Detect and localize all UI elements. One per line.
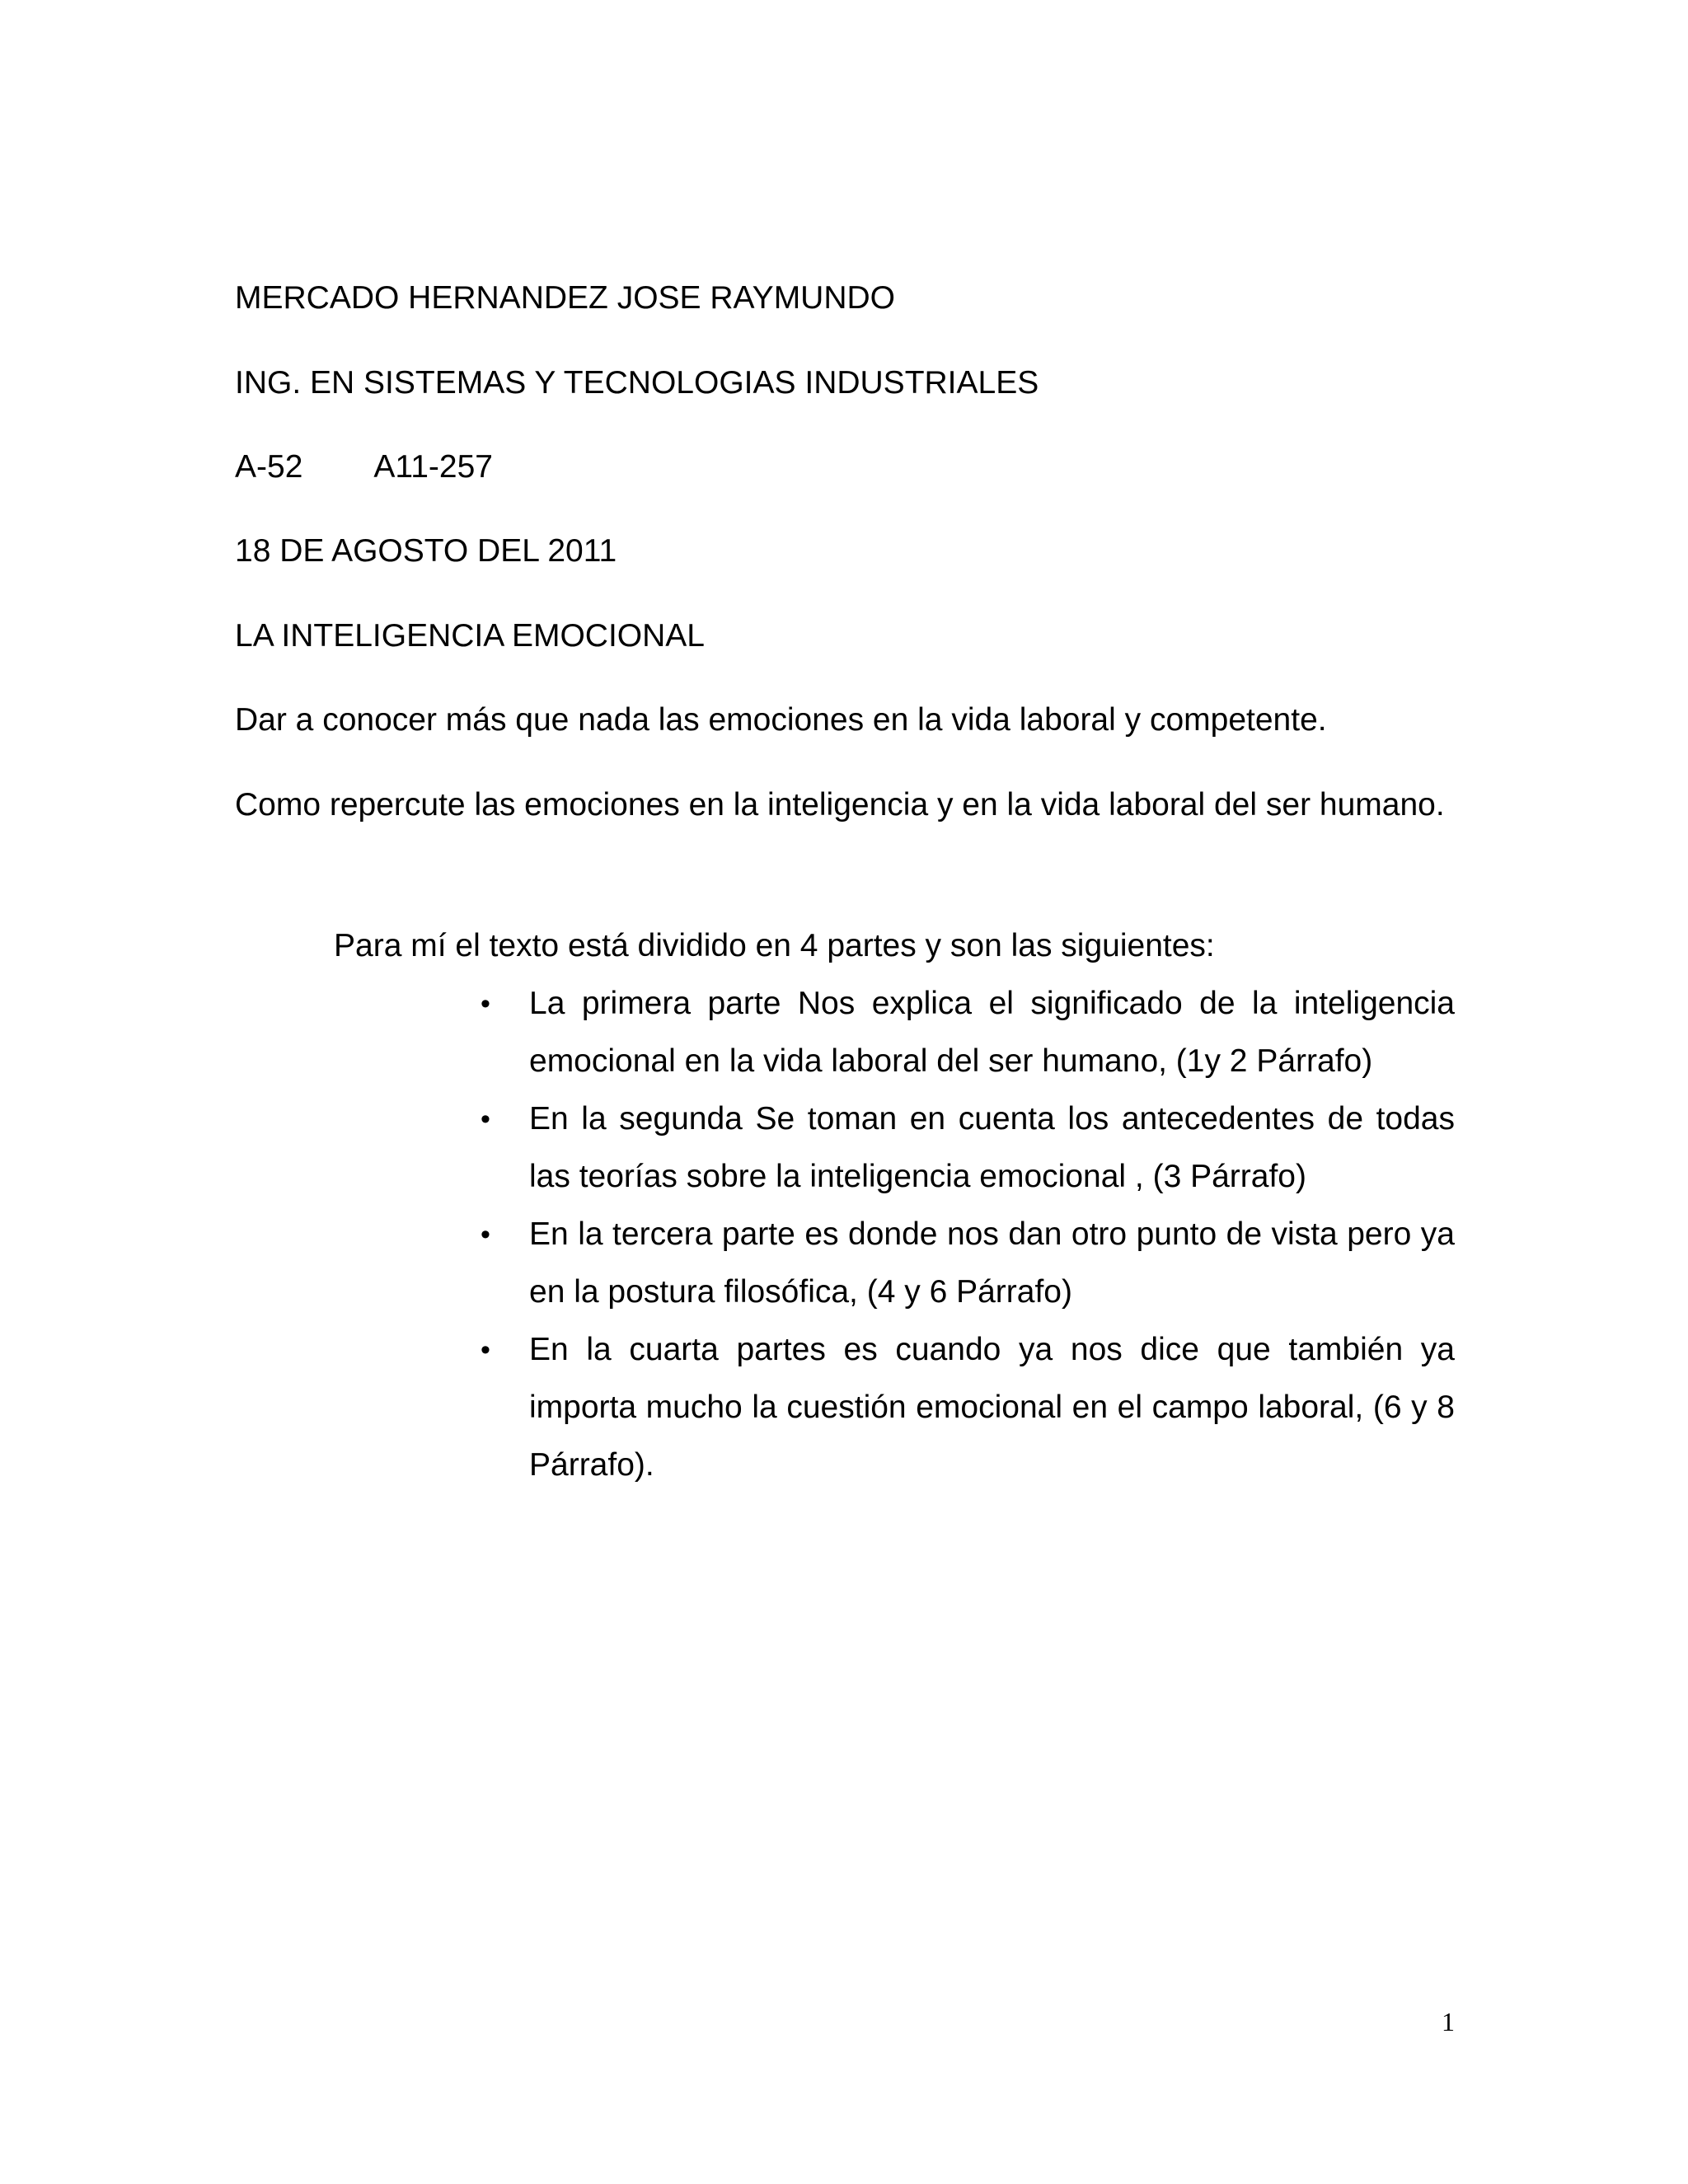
question-paragraph: Como repercute las emociones en la inteligencia y en la vida laboral del ser humano. [235, 787, 1445, 823]
purpose-paragraph: Dar a conocer más que nada las emociones en la vida laboral y competente. [235, 702, 1327, 738]
student-name: MERCADO HERNANDEZ JOSE RAYMUNDO [235, 280, 896, 316]
student-id: A11-257 [373, 449, 493, 485]
bullet-icon: • [481, 1104, 490, 1135]
list-item-text: En la segunda Se toman en cuenta los antecedentes de todas las teorías sobre la inteligencia emocional , (3 Párrafo) [529, 1101, 1455, 1194]
bullet-icon: • [481, 988, 490, 1019]
intro-paragraph: Para mí el texto está dividido en 4 partes y son las siguientes: [334, 928, 1215, 963]
parts-bullet-list [481, 975, 1455, 1494]
document-date: 18 DE AGOSTO DEL 2011 [235, 533, 617, 569]
group-code: A-52 [235, 449, 303, 485]
program-name: ING. EN SISTEMAS Y TECNOLOGIAS INDUSTRIALES [235, 365, 1039, 401]
list-item-text: En la cuarta partes es cuando ya nos dice que también ya importa mucho la cuestión emocional en el campo laboral, (6 y 8 Párrafo). [529, 1332, 1455, 1483]
group-and-id-line [235, 438, 493, 496]
list-item [481, 1206, 1455, 1321]
bullet-icon: • [481, 1219, 490, 1250]
list-item [481, 1321, 1455, 1494]
list-item-text: La primera parte Nos explica el significado de la inteligencia emocional en la vida laboral del ser humano, (1y 2 Párrafo) [529, 986, 1455, 1079]
list-item [481, 975, 1455, 1090]
list-item [481, 1090, 1455, 1206]
list-item-text: En la tercera parte es donde nos dan otro punto de vista pero ya en la postura filosófica, (4 y 6 Párrafo) [529, 1216, 1455, 1310]
page-number: 1 [1442, 2007, 1455, 2036]
bullet-icon: • [481, 1334, 490, 1366]
document-title: LA INTELIGENCIA EMOCIONAL [235, 618, 705, 654]
